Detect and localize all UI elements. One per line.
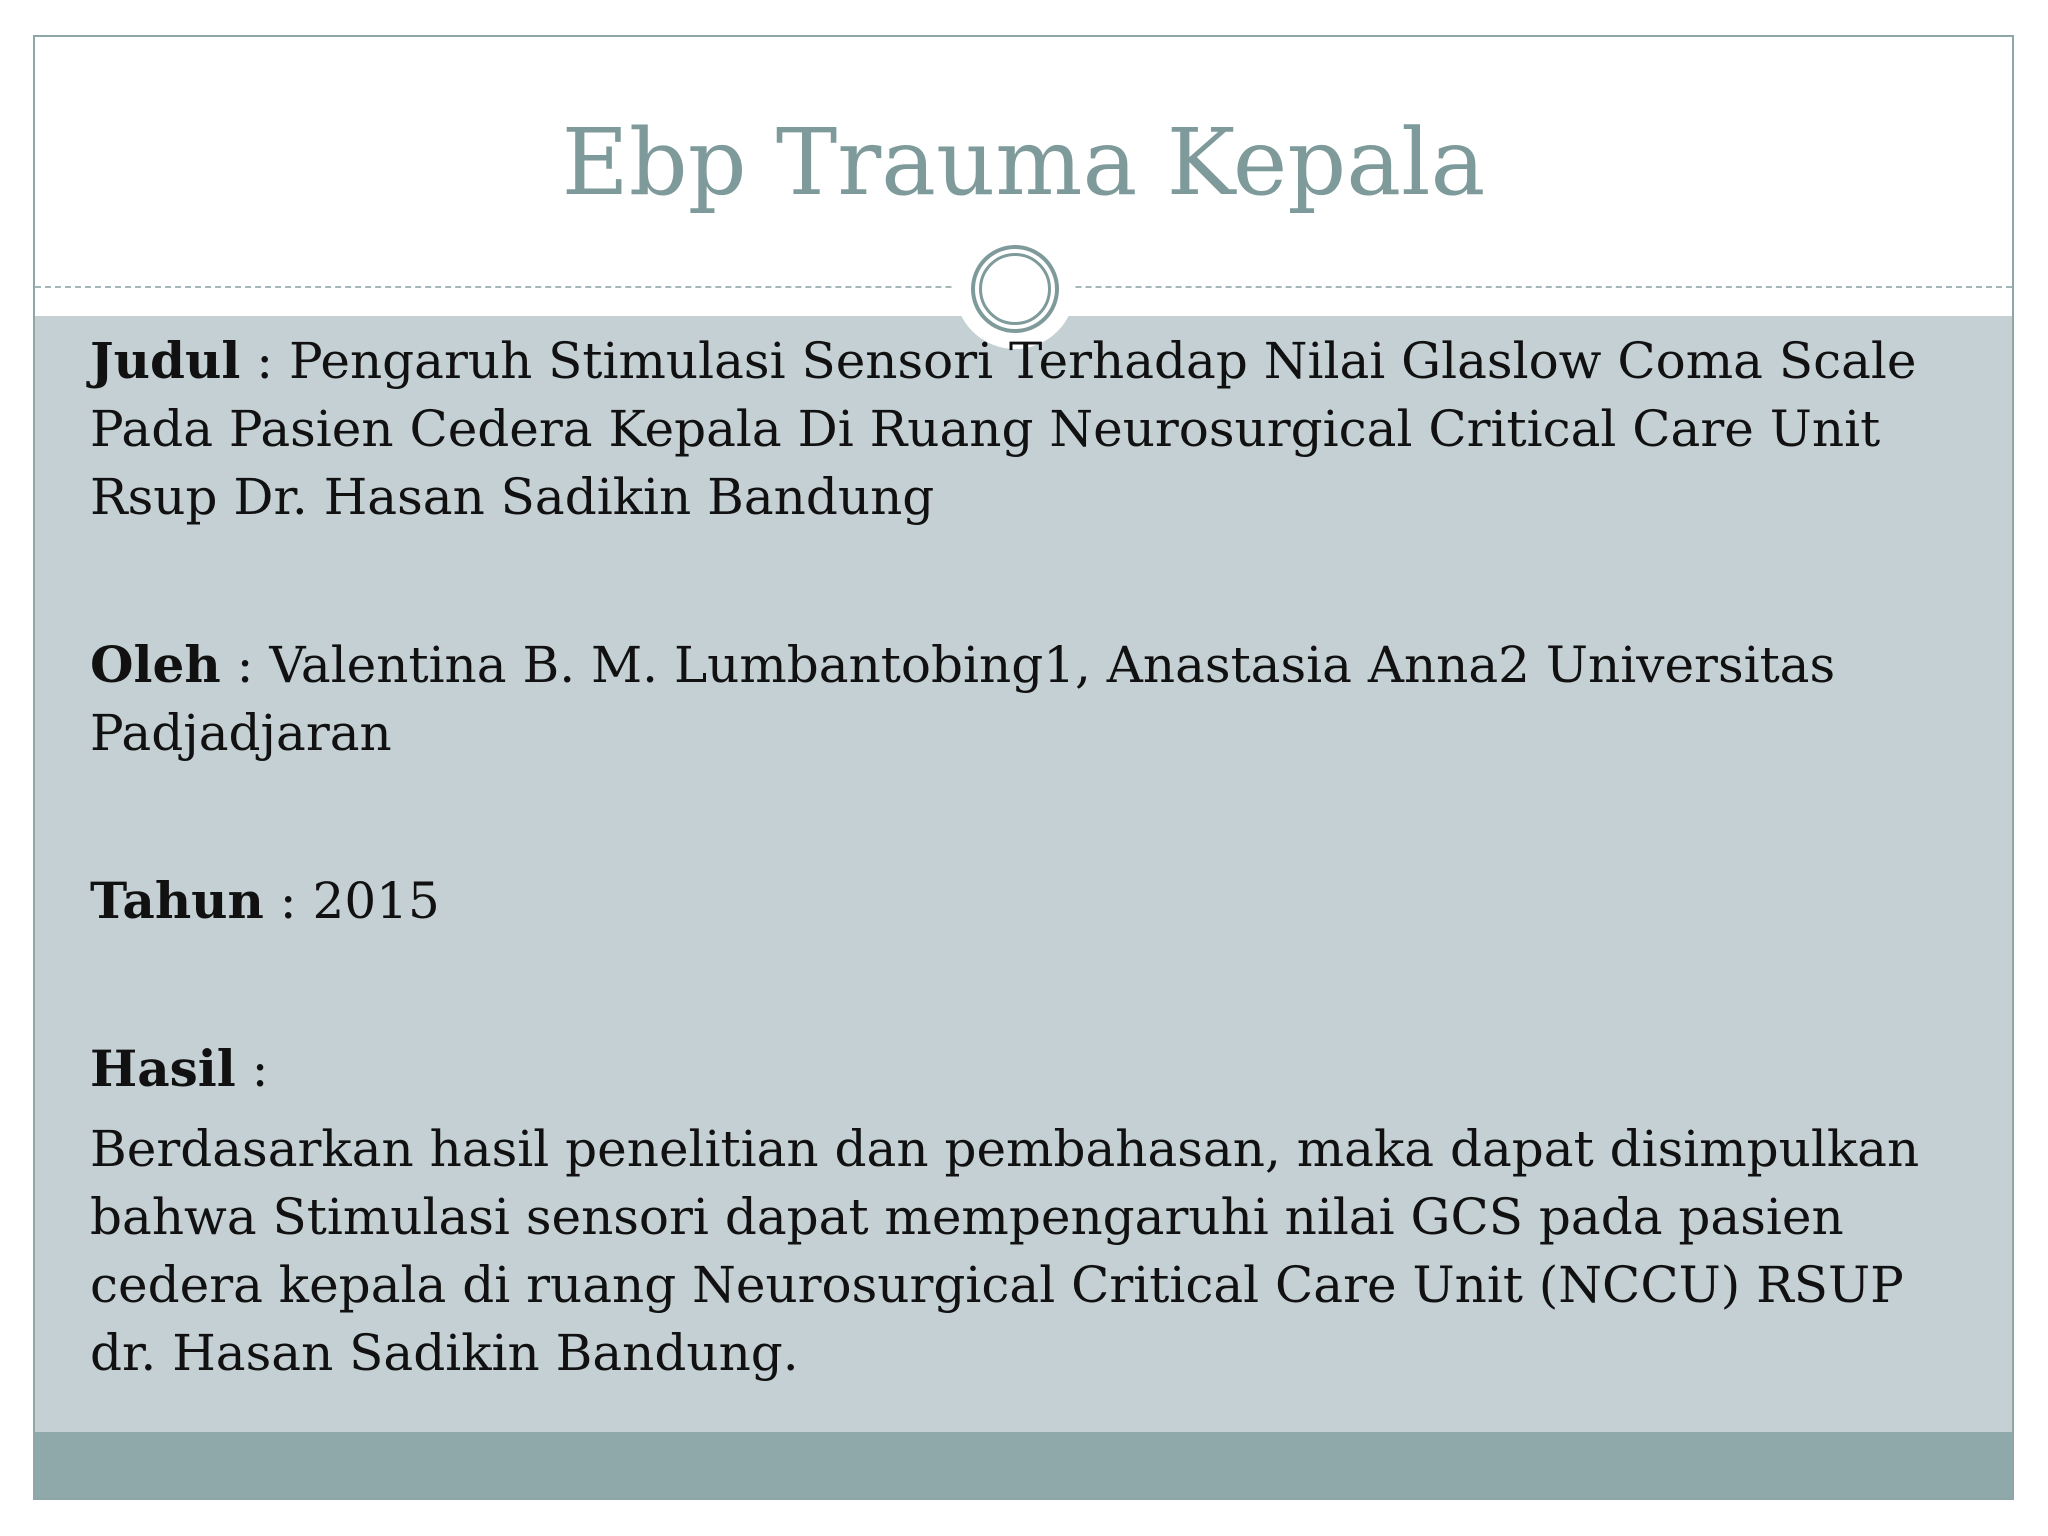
judul-text: Pengaruh Stimulasi Sensori Terhadap Nilai Glaslow Coma Scale Pada Pasien Cedera Kepala Di Ruang Neurosurgical Critical Care Unit Rsup Dr. Hasan Sadikin Bandung: [90, 332, 1917, 526]
hasil-heading: [90, 1035, 1970, 1103]
slide-title: Ebp Trauma Kepala: [561, 109, 1486, 216]
oleh-separator: :: [220, 636, 270, 694]
oleh-paragraph: [90, 631, 1970, 767]
judul-paragraph: [90, 327, 1970, 531]
footer-band: [35, 1432, 2012, 1500]
tahun-label: Tahun: [90, 871, 264, 930]
tahun-separator: :: [263, 872, 313, 930]
hasil-paragraph: [90, 1035, 1970, 1387]
judul-label: Judul: [90, 331, 241, 390]
hasil-label: Hasil: [90, 1039, 236, 1098]
tahun-paragraph: [90, 867, 1970, 935]
tahun-text: 2015: [312, 872, 440, 930]
hasil-separator: :: [235, 1040, 269, 1098]
oleh-text: Valentina B. M. Lumbantobing1, Anastasia Anna2 Universitas Padjadjaran: [90, 636, 1836, 762]
divider-circle-inner-ring: [979, 253, 1051, 325]
judul-separator: :: [240, 332, 289, 390]
oleh-label: Oleh: [90, 635, 221, 694]
slide: [33, 35, 2014, 1500]
slide-content: [90, 327, 1970, 1387]
hasil-text: Berdasarkan hasil penelitian dan pembahasan, maka dapat disimpulkan bahwa Stimulasi sensori dapat mempengaruhi nilai GCS pada pasien cedera kepala di ruang Neurosurgical Critical Care Unit (NCCU) RSUP dr. Hasan Sadikin Bandung.: [90, 1120, 1920, 1382]
